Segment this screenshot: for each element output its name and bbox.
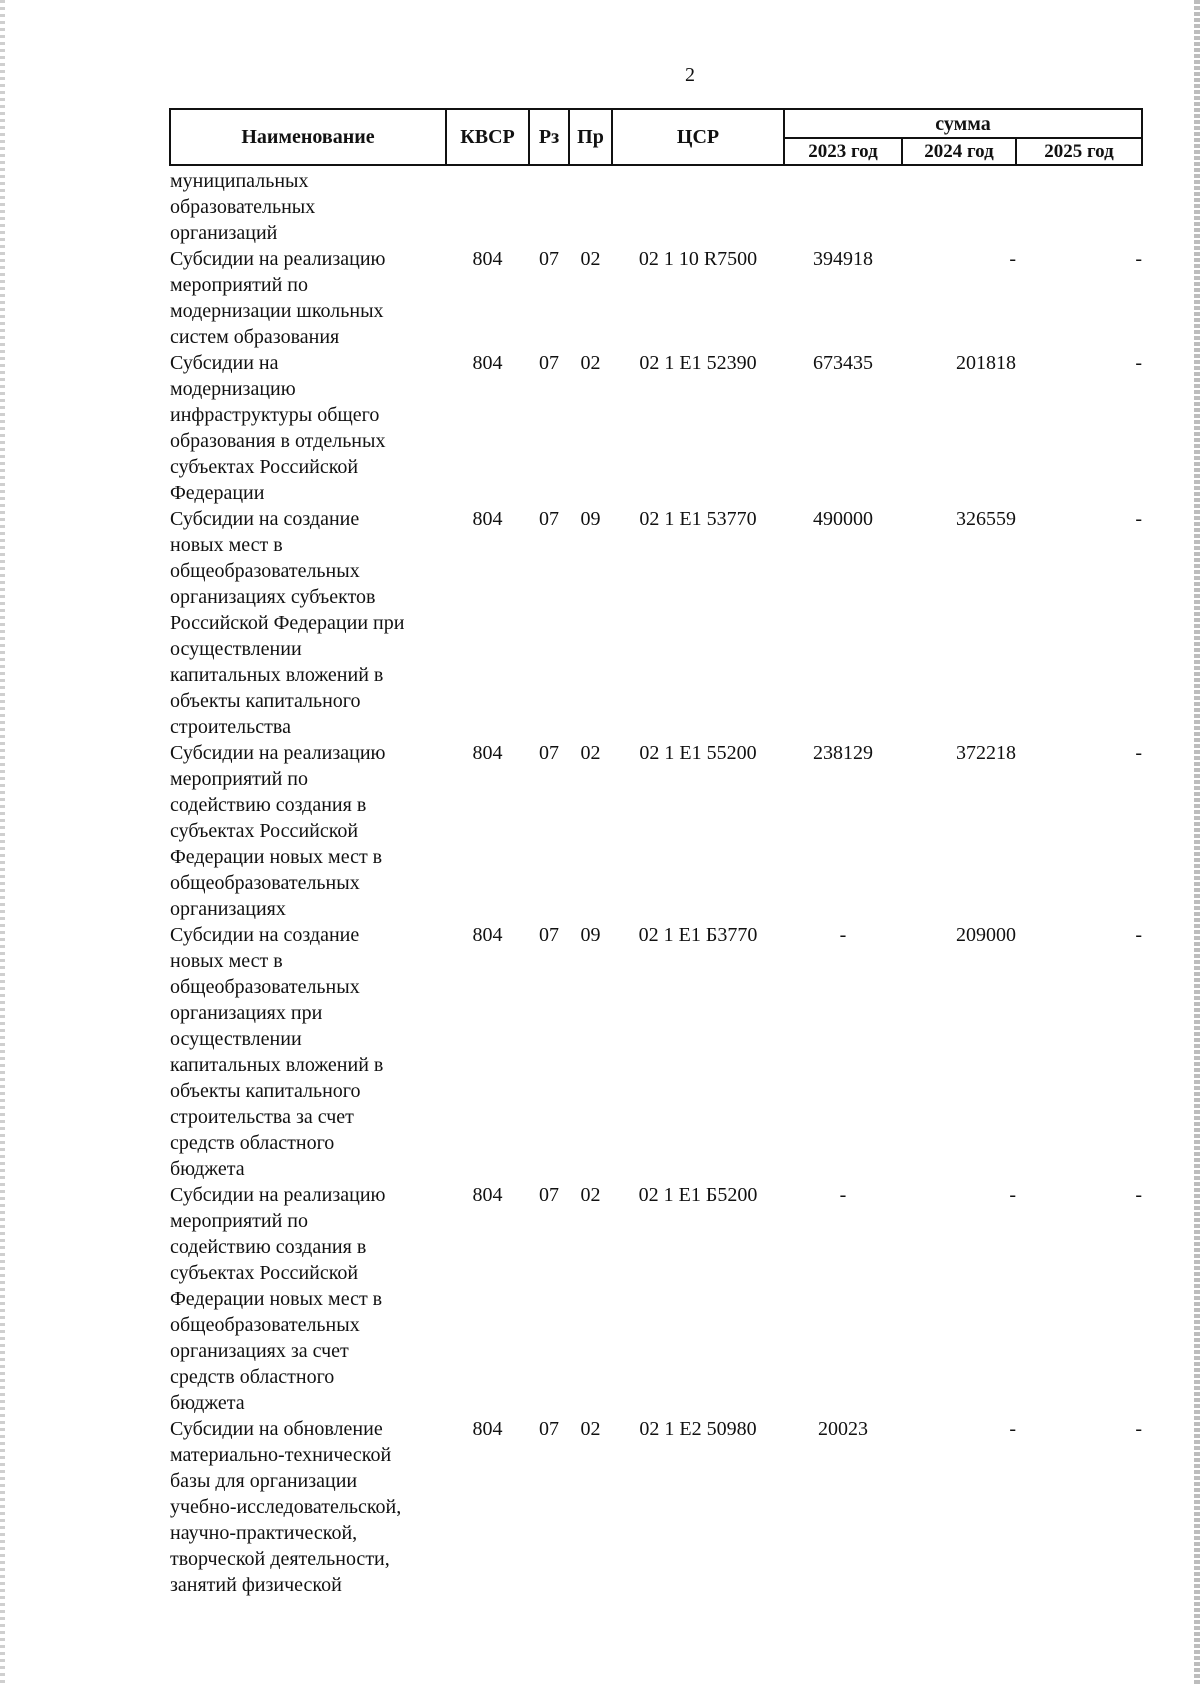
cell-rz: 07 [539,1184,559,1206]
name-line: строительства [170,716,291,738]
cell-rz: 07 [539,352,559,374]
name-line: модернизации школьных [170,300,384,322]
cell-csr: 02 1 E1 Б3770 [638,924,758,946]
header-year-2024: 2024 год [902,138,1016,165]
name-line: учебно-исследовательской, [170,1496,402,1518]
cell-rz: 07 [539,508,559,530]
header-year-2023: 2023 год [784,138,902,165]
cell-2024: 201818 [956,352,1016,374]
table-row [170,1182,1142,1416]
cell-2023: - [839,924,847,946]
cell-name [170,165,446,246]
name-line: новых мест в [170,950,283,972]
name-line: модернизацию [170,378,296,400]
table-header [170,109,1142,165]
table-row [170,350,1142,506]
name-line: Субсидии на реализацию [170,248,386,270]
cell-name [170,1182,446,1416]
name-line: организациях [170,898,286,920]
cell-kvsr: 804 [472,508,503,530]
name-line: общеобразовательных [170,872,360,894]
cell-2025: - [1135,1184,1142,1206]
cell-2024: - [1009,1418,1016,1440]
name-line: новых мест в [170,534,283,556]
cell-pr: 02 [580,1184,601,1206]
name-line: образования в отдельных [170,430,386,452]
cell-csr [612,165,784,246]
cell-rz [529,165,569,246]
cell-2024: - [1009,1184,1016,1206]
name-line: субъектах Российской [170,1262,359,1284]
cell-2023 [784,165,902,246]
cell-pr: 09 [580,508,601,530]
name-line: организациях за счет [170,1340,349,1362]
cell-name [170,1416,446,1598]
cell-name [170,246,446,350]
header-kvsr: КВСР [446,109,529,165]
budget-table [169,108,1143,1598]
table-row [170,246,1142,350]
header-csr: ЦСР [612,109,784,165]
name-line: содействию создания в [170,1236,367,1258]
name-line: Субсидии на создание [170,508,360,530]
cell-2025: - [1135,508,1142,530]
name-line: строительства за счет [170,1106,354,1128]
cell-2025: - [1135,1418,1142,1440]
cell-pr: 02 [580,1418,601,1440]
name-line: Субсидии на реализацию [170,1184,386,1206]
cell-csr: 02 1 E1 53770 [639,508,757,530]
cell-2024: 372218 [956,742,1016,764]
name-line: Субсидии на [170,352,279,374]
table-row [170,922,1142,1182]
cell-2024: 209000 [956,924,1016,946]
cell-2024: 326559 [956,508,1016,530]
cell-kvsr: 804 [472,352,503,374]
name-line: объекты капитального [170,690,361,712]
cell-2025: - [1135,924,1142,946]
name-line: общеобразовательных [170,560,360,582]
name-line: мероприятий по [170,1210,308,1232]
name-line: организациях при [170,1002,323,1024]
name-line: субъектах Российской [170,456,359,478]
table-body [170,165,1142,1598]
cell-csr: 02 1 E1 52390 [639,352,757,374]
scan-edge-right [1194,0,1200,1686]
name-line: творческой деятельности, [170,1548,390,1570]
name-line: занятий физической [170,1574,342,1596]
header-name: Наименование [170,109,446,165]
cell-csr: 02 1 E1 55200 [639,742,757,764]
name-line: бюджета [170,1392,245,1414]
cell-kvsr: 804 [472,924,503,946]
cell-2024 [902,165,1016,246]
name-line: осуществлении [170,1028,302,1050]
header-pr: Пр [569,109,612,165]
name-line: осуществлении [170,638,302,660]
cell-rz: 07 [539,924,559,946]
cell-2025: - [1135,248,1142,270]
name-line: мероприятий по [170,274,308,296]
scan-edge-left [0,0,5,1686]
name-line: капитальных вложений в [170,664,384,686]
cell-pr: 02 [580,352,601,374]
name-line: инфраструктуры общего [170,404,380,426]
cell-rz: 07 [539,248,559,270]
name-line: общеобразовательных [170,1314,360,1336]
name-line: организациях субъектов [170,586,376,608]
table-row [170,165,1142,246]
cell-csr: 02 1 E2 50980 [639,1418,757,1440]
cell-2023: 673435 [813,352,873,374]
page-number: 2 [685,64,695,86]
cell-pr: 09 [580,924,601,946]
name-line: мероприятий по [170,768,308,790]
cell-name [170,740,446,922]
name-line: базы для организации [170,1470,358,1492]
name-line: Субсидии на обновление [170,1418,383,1440]
cell-2025 [1016,165,1142,246]
cell-2023: 20023 [818,1418,868,1440]
cell-kvsr [446,165,529,246]
name-line: субъектах Российской [170,820,359,842]
cell-csr: 02 1 10 R7500 [638,248,758,270]
cell-2024: - [1009,248,1016,270]
name-line: бюджета [170,1158,245,1180]
name-line: капитальных вложений в [170,1054,384,1076]
cell-2023: 394918 [813,248,873,270]
table-row [170,1416,1142,1598]
cell-name [170,506,446,740]
name-line: общеобразовательных [170,976,360,998]
cell-name [170,350,446,506]
name-line: научно-практической, [170,1522,358,1544]
cell-kvsr: 804 [472,1184,503,1206]
cell-name [170,922,446,1182]
cell-2023: 490000 [813,508,873,530]
cell-2025: - [1135,352,1142,374]
cell-2023: - [839,1184,847,1206]
header-year-2025: 2025 год [1016,138,1142,165]
table-row [170,740,1142,922]
name-line: Российской Федерации при [170,612,405,634]
name-line: средств областного [170,1366,335,1388]
header-rz: Рз [529,109,569,165]
name-line: организаций [170,222,278,244]
name-line: Федерации новых мест в [170,846,383,868]
name-line: Субсидии на реализацию [170,742,386,764]
cell-kvsr: 804 [472,1418,503,1440]
cell-pr: 02 [580,248,601,270]
name-line: систем образования [170,326,340,348]
name-line: муниципальных [170,170,309,192]
name-line: Федерации [170,482,265,504]
cell-2023: 238129 [813,742,873,764]
name-line: материально-технической [170,1444,392,1466]
table-row [170,506,1142,740]
cell-kvsr: 804 [472,742,503,764]
cell-rz: 07 [539,1418,559,1440]
cell-rz: 07 [539,742,559,764]
cell-2025: - [1135,742,1142,764]
name-line: Федерации новых мест в [170,1288,383,1310]
cell-pr [569,165,612,246]
name-line: объекты капитального [170,1080,361,1102]
name-line: образовательных [170,196,316,218]
name-line: Субсидии на создание [170,924,360,946]
header-sum: сумма [784,109,1142,138]
cell-pr: 02 [580,742,601,764]
name-line: средств областного [170,1132,335,1154]
name-line: содействию создания в [170,794,367,816]
cell-kvsr: 804 [472,248,503,270]
cell-csr: 02 1 E1 Б5200 [638,1184,758,1206]
